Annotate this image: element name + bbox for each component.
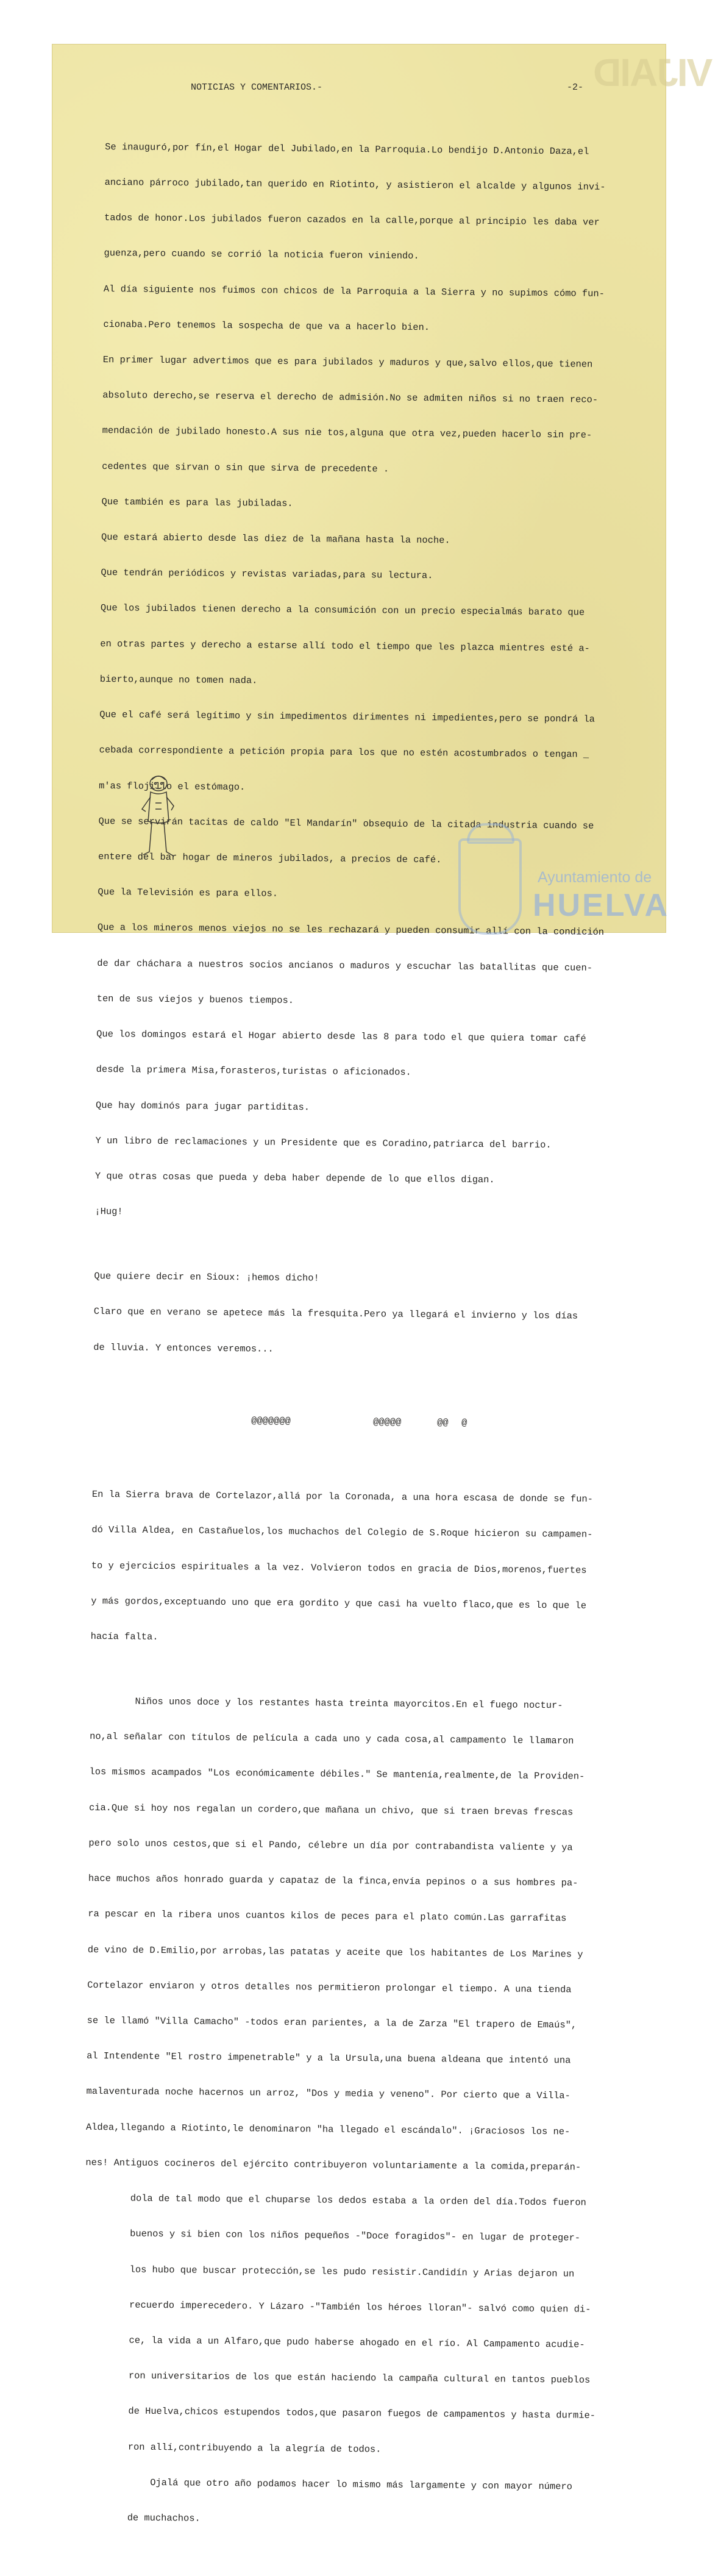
text-line: en otras partes y derecho a estarse allí todo el tiempo que les plazca mientres esté a-: [100, 638, 590, 654]
text-line: no,al señalar con títulos de película a cada uno y cada cosa,al campamento le llamaron: [90, 1731, 574, 1747]
text-line: Y un libro de reclamaciones y un Presidente que es Coradino,patriarca del barrio.: [95, 1135, 552, 1151]
text-line: Que el café será legítimo y sin impedimentos dirimentes ni impedientes,pero se pondrá la: [99, 709, 595, 725]
text-line: buenos y si bien con los niños pequeños -"Doce foragidos"- en lugar de proteger-: [85, 2228, 581, 2244]
watermark-line1: Ayuntamiento de: [538, 869, 652, 886]
text-line: Y que otras cosas que pueda y deba haber depende de lo que ellos digan.: [94, 1170, 495, 1186]
text-line: Aldea,llegando a Riotinto,le denominaron "ha llegado el escándalo". ¡Graciosos los ne-: [85, 2121, 570, 2138]
text-line: En primer lugar advertimos que es para jubilados y maduros y que,salvo ellos,que tienen: [102, 354, 593, 370]
text-line: Que los domingos estará el Hogar abierto desde las 8 para todo el que quiera tomar café: [96, 1029, 586, 1044]
text-line: pero solo unos cestos,que si el Pando, célebre un día por contrabandista valiente y ya: [88, 1837, 573, 1854]
text-line: tados de honor.Los jubilados fueron cazados en la calle,porque al principio les daba ver: [104, 212, 600, 228]
text-line: entere del bar hogar de mineros jubilados, a precios de café.: [98, 851, 442, 866]
text-line: cebada correspondiente a petición propia para los que no estén acostumbrados o tengan _: [99, 744, 589, 761]
text-line: Que la Televisión es para ellos.: [98, 887, 279, 899]
page-number: -2-: [567, 82, 584, 93]
text-line: En la Sierra brava de Cortelazor,allá por la Coronada, a una hora escasa de donde se fun-: [91, 1489, 593, 1505]
text-line: Ojalá que otro año podamos hacer lo mismo más largamente y con mayor número: [82, 2476, 572, 2492]
bleed-through-mark: VIJAID: [594, 51, 713, 95]
text-line: bierto,aunque no tomen nada.: [99, 673, 258, 687]
text-line: dó Villa Aldea, en Castañuelos,los muchachos del Colegio de S.Roque hicieron su campamen-: [91, 1524, 593, 1541]
text-line: guenza,pero cuando se corrió la noticia fueron viniendo.: [104, 248, 419, 262]
document-page: [52, 44, 713, 2524]
text-line: Niños unos doce y los restantes hasta treinta mayorcitos.En el fuego noctur-: [90, 1695, 563, 1711]
text-line: recuerdo imperecedero. Y Lázaro -"También los héroes lloran"- salvó como quien di-: [84, 2299, 591, 2315]
text-line: de vino de D.Emilio,por arrobas,las patatas y aceite que los habitantes de Los Marines y: [87, 1944, 583, 1960]
text-line: dola de tal modo que el chuparse los dedos estaba a la orden del día.Todos fueron: [85, 2192, 586, 2208]
text-line: m'as flojillo el estómago.: [99, 780, 246, 793]
text-line: ron allí,contribuyendo a la alegría de todos.: [82, 2441, 382, 2455]
text-line: ra pescar en la ribera unos cuantos kilos de peces para el plato común.Las garrafitas: [88, 1908, 567, 1924]
section-separator: [93, 1414, 611, 1432]
text-line: hacía falta.: [90, 1630, 158, 1643]
text-line: al Intendente "El rostro impenetrable" y a la Ursula,una buena aldeana que intentó una: [87, 2050, 571, 2066]
text-line: ten de sus viejos y buenos tiempos.: [96, 993, 294, 1006]
text-line: y más gordos,exceptuando uno que era gordito y que casi ha vuelto flaco,que es lo que le: [91, 1595, 587, 1611]
text-line: Al día siguiente nos fuimos con chicos de la Parroquia a la Sierra y no supimos cómo fun-: [103, 283, 605, 299]
text-line: de Huelva,chicos estupendos todos,que pasaron fuegos de campamentos y hasta durmie-: [83, 2405, 596, 2422]
huelva-watermark: [458, 823, 670, 945]
text-line: Que tendrán periódicos y revistas variadas,para su lectura.: [101, 567, 433, 582]
text-line: cia.Que si hoy nos regalan un cordero,que mañana un chivo, que si traen brevas frescas: [88, 1802, 574, 1818]
separator-mark: @: [461, 1417, 467, 1429]
text-line: mendación de jubilado honesto.A sus nie tos,alguna que otra vez,pueden hacerlo sin pre-: [102, 425, 592, 441]
text-line: desde la primera Misa,forasteros,turistas o aficionados.: [96, 1064, 411, 1079]
text-line: Que los jubilados tienen derecho a la consumición con un precio especialmás barato que: [100, 602, 585, 619]
text-line: nes! Antiguos cocineros del ejército contribuyeron voluntariamente a la comida,preparán-: [85, 2157, 581, 2173]
text-line: Que hay dominós para jugar partiditas.: [95, 1099, 310, 1113]
text-line: de lluvia. Y entonces veremos...: [93, 1341, 274, 1355]
text-line: Que estará abierto desde las diez de la mañana hasta la noche.: [101, 531, 450, 546]
text-line: ron universitarios de los que están haciendo la campaña cultural en tantos pueblos: [83, 2370, 591, 2386]
text-line: se le llamó "Villa Camacho" -todos eran parientes, a la de Zarza "El trapero de Emaús",: [87, 2014, 577, 2031]
text-line: de dar cháchara a nuestros socios ancianos o maduros y escuchar las batallitas que cuen-: [97, 957, 593, 974]
text-line: hace muchos años honrado guarda y capataz de la finca,envía pepinos o a sus hombres pa-: [88, 1872, 578, 1889]
watermark-line2: HUELVA: [533, 888, 670, 923]
text-line: Se inauguró,por fín,el Hogar del Jubilado,en la Parroquia.Lo bendijo D.Antonio Daza,el: [105, 141, 589, 157]
text-line: to y ejercicios espirituales a la vez. Volvieron todos en gracia de Dios,morenos,fuertes: [91, 1560, 587, 1576]
text-line: Que a los mineros menos viejos no se les rechazará y pueden consumir allí con la condición: [97, 922, 605, 938]
article-hogar-jubilado: [93, 118, 624, 1382]
text-line: cionaba.Pero tenemos la sospecha de que va a hacerlo bien.: [103, 318, 430, 333]
coat-of-arms-icon: [458, 838, 522, 935]
text-line: ce, la vida a un Alfaro,que pudo haberse ahogado en el río. Al Campamento acudie-: [84, 2334, 585, 2350]
text-line: Que quiere decir en Sioux: ¡hemos dicho!: [94, 1271, 319, 1284]
text-line: absoluto derecho,se reserva el derecho de admisión.No se admiten niños si no traen reco-: [102, 390, 599, 405]
text-line: de muchachos.: [82, 2511, 201, 2524]
separator-mark: @@@@@: [373, 1416, 402, 1428]
page-title: NOTICIAS Y COMENTARIOS.-: [191, 82, 323, 93]
text-line: ¡Hug!: [94, 1206, 123, 1218]
article-campamento: [82, 1465, 610, 2552]
text-line: Que también es para las jubiladas.: [101, 496, 293, 509]
text-line: los mismos acampados "Los económicamente débiles." Se mantenía,realmente,de la Providen-: [89, 1766, 585, 1783]
body-text: [82, 94, 624, 2576]
text-line: Que se servirán tacitas de caldo "El Mandarín" obsequio de la citada industria cuando se: [98, 815, 594, 832]
text-line: cedentes que sirvan o sin que sirva de precedente .: [102, 460, 389, 475]
text-line: Cortelazor enviaron y otros detalles nos permitieron prolongar el tiempo. A una tienda: [87, 1979, 572, 1996]
text-line: Claro que en verano se apetece más la fresquita.Pero ya llegará el invierno y los días: [93, 1306, 578, 1322]
separator-mark: @@: [437, 1417, 449, 1429]
separator-mark: @@@@@@@: [251, 1415, 291, 1427]
text-line: malaventurada noche hacernos un arroz, "Dos y media y veneno". Por cierto que a Villa-: [86, 2086, 570, 2102]
cook-sketch-illustration: [137, 772, 180, 864]
text-line: los hubo que buscar protección,se les pudo resistir.Candidín y Arias dejaron un: [84, 2263, 575, 2280]
text-line: anciano párroco jubilado,tan querido en Riotinto, y asistieron el alcalde y algunos invi-: [104, 176, 606, 193]
